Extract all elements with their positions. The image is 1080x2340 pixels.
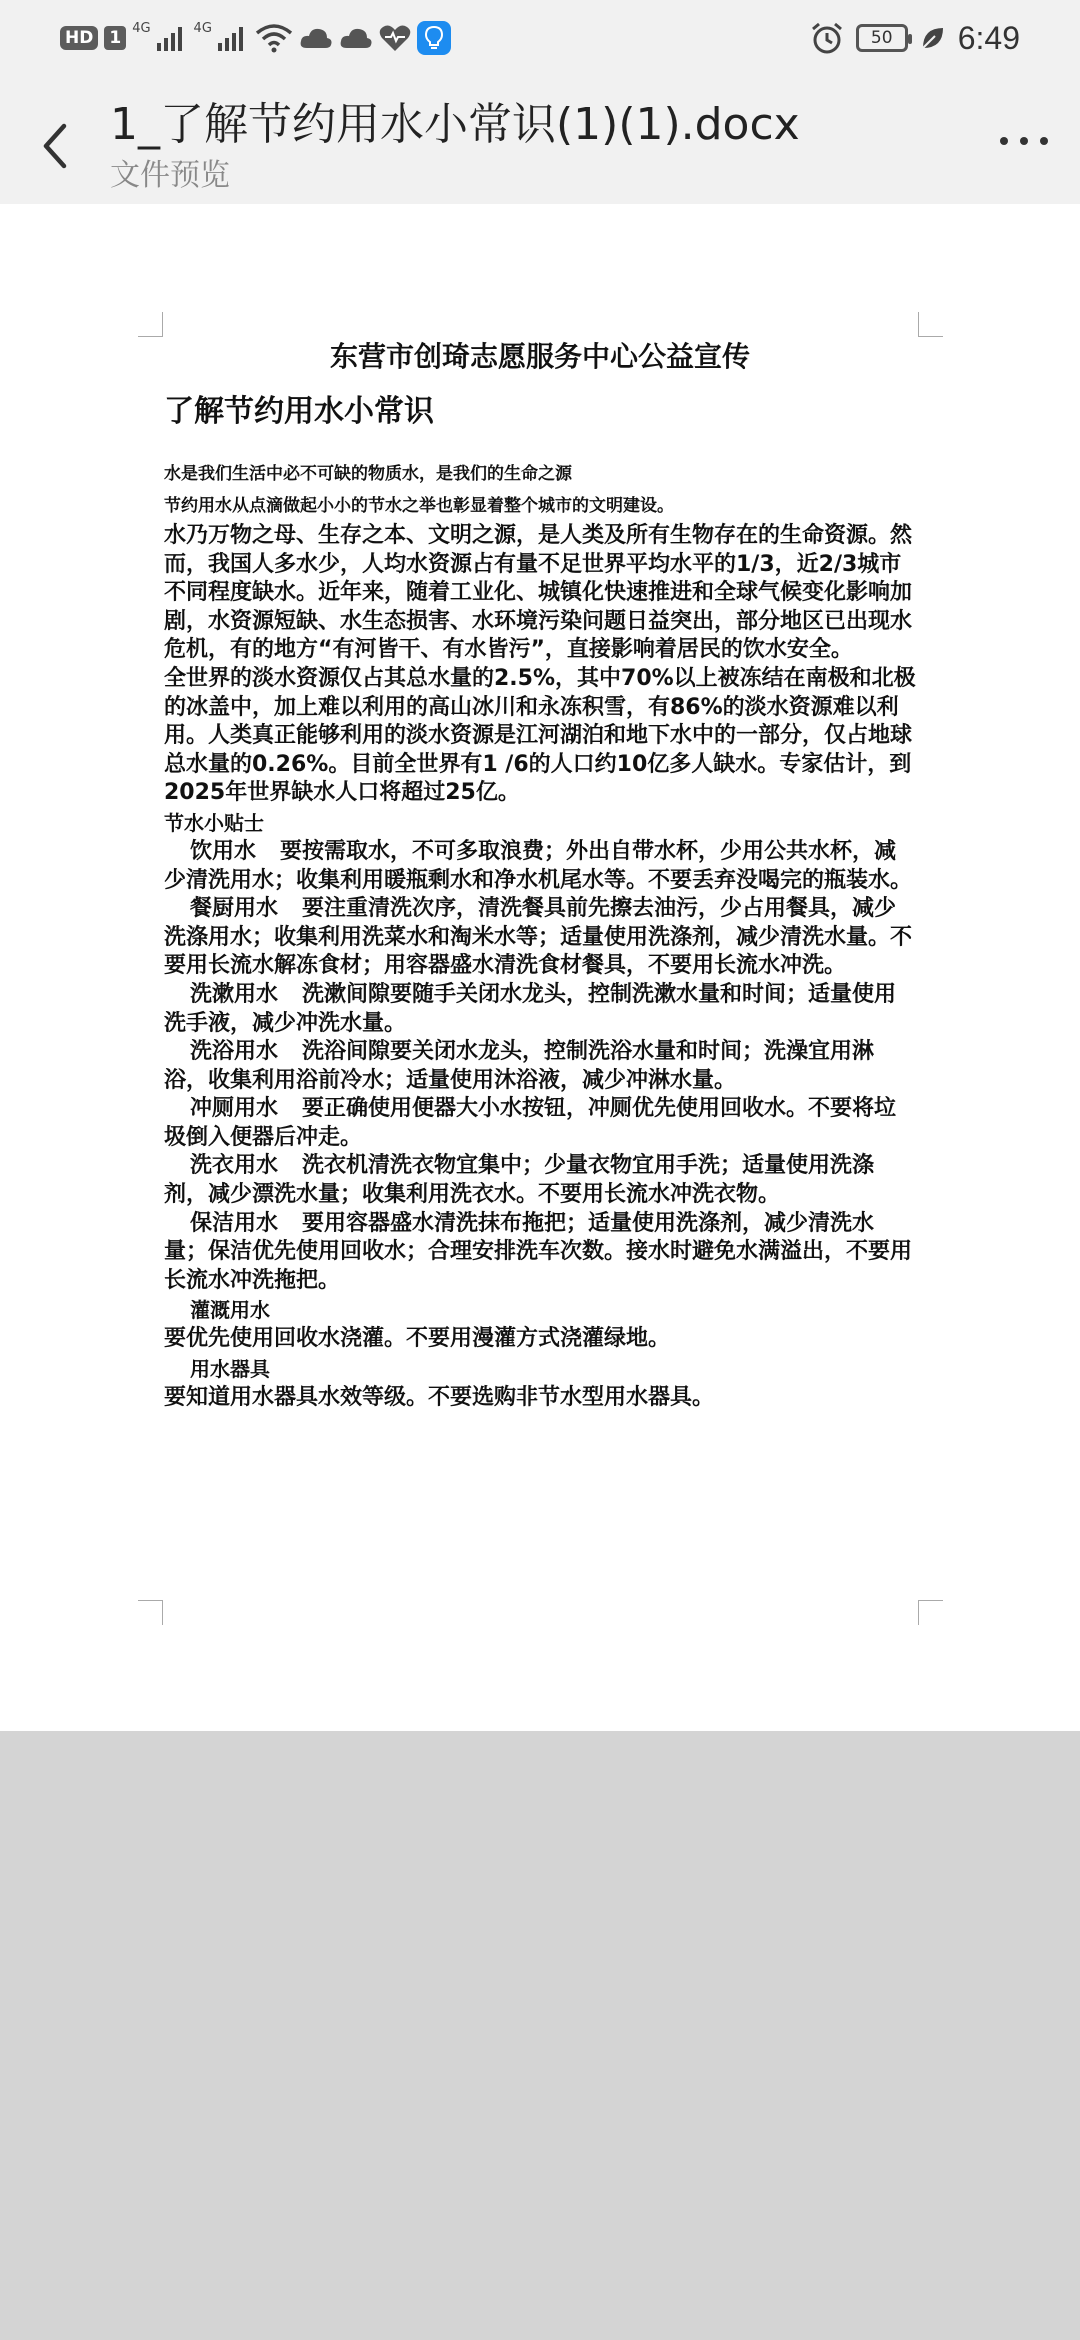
cloud-icon — [299, 26, 333, 50]
empty-area — [0, 1731, 1080, 2340]
leaf-icon — [920, 25, 946, 51]
tip-text: 要用容器盛水清洗抹布拖把；适量使用洗涤剂，减少清洗水量；保洁优先使用回收水；合理安排洗车次数。接水时避免水满溢出，不要用长流水冲洗拖把。 — [164, 1210, 913, 1293]
crop-mark-top-left — [138, 312, 163, 337]
more-options-button[interactable] — [994, 126, 1054, 156]
tip-item — [164, 1038, 916, 1095]
battery-indicator: 50 — [856, 24, 908, 52]
app-header — [0, 76, 1080, 204]
status-right — [810, 18, 1020, 58]
tip-label: 洗衣用水 — [190, 1153, 279, 1179]
document-preview[interactable] — [0, 204, 1080, 1731]
tip-text: 要按需取水，不可多取浪费；外出自带水杯，少用公共水杯，减少清洗用水；收集利用暖瓶剩水和净水机尾水等。不要丢弃没喝完的瓶装水。 — [164, 838, 913, 893]
tip-item — [164, 1152, 916, 1209]
tip-text: 洗浴间隙要关闭水龙头，控制洗浴水量和时间；洗澡宜用淋浴，收集利用浴前冷水；适量使用沐浴液，减少冲淋水量。 — [164, 1039, 875, 1093]
tip-item — [164, 838, 916, 895]
crop-mark-bottom-right — [918, 1600, 943, 1625]
tip-label: 保洁用水 — [190, 1210, 279, 1236]
intro-line: 水是我们生活中必不可缺的物质水，是我们的生命之源 — [164, 464, 572, 484]
crop-mark-top-right — [918, 312, 943, 337]
signal-icon-2 — [218, 25, 243, 51]
lightbulb-icon — [417, 21, 451, 55]
tip-item — [164, 981, 916, 1038]
status-bar — [0, 0, 1080, 76]
tip-label: 餐厨用水 — [190, 896, 279, 922]
tip-label: 洗漱用水 — [190, 981, 279, 1007]
document-heading: 东营市创琦志愿服务中心公益宣传 — [329, 340, 750, 373]
irrigation-label: 灌溉用水 — [190, 1298, 270, 1323]
signal-icon — [157, 25, 182, 51]
intro-line: 节约用水从点滴做起小小的节水之举也彰显着整个城市的文明建设。 — [164, 496, 674, 516]
appliance-text: 要知道用水器具水效等级。不要选购非节水型用水器具。 — [164, 1385, 715, 1411]
tip-item — [164, 1210, 916, 1296]
tip-label: 饮用水 — [190, 838, 257, 864]
tips-title: 节水小贴士 — [164, 810, 264, 835]
crop-mark-bottom-left — [138, 1600, 163, 1625]
tip-text: 要注重清洗次序，清洗餐具前先擦去油污，少占用餐具，减少洗涤用水；收集利用洗菜水和淘米水等；适量使用洗涤剂，减少清洗水量。不要用长流水解冻食材；用容器盛水清洗食材餐具，不要用长流水冲洗。 — [164, 896, 913, 979]
tip-text: 洗衣机清洗衣物宜集中；少量衣物宜用手洗；适量使用洗涤剂，减少漂洗水量；收集利用洗衣水。不要用长流水冲洗衣物。 — [164, 1153, 875, 1208]
document-content — [164, 332, 916, 1413]
tip-label: 洗浴用水 — [190, 1039, 279, 1065]
heart-rate-icon — [379, 24, 411, 52]
document-title: 了解节约用水小常识 — [164, 394, 434, 429]
file-title: 1_了解节约用水小常识(1)(1).docx — [110, 99, 800, 150]
tip-text: 洗漱间隙要随手关闭水龙头，控制洗漱水量和时间；适量使用洗手液，减少冲洗水量。 — [164, 981, 897, 1036]
irrigation-text: 要优先使用回收水浇灌。不要用漫灌方式浇灌绿地。 — [164, 1326, 671, 1352]
clock: 6:49 — [957, 19, 1020, 56]
sim-badge: 1 — [104, 26, 126, 50]
body-paragraph: 全世界的淡水资源仅占其总水量的2.5%，其中70%以上被冻结在南极和北极的冰盖中，加上难以利用的高山冰川和永冻积雪，有86%的淡水资源难以利用。人类真正能够利用的淡水资源是江河湖泊和地下水中的一部分，仅占地球总水量的0.26%。目前全世界有1 /6的人口约10亿多人缺水。专家估计，到2025年世界缺水人口将超过25亿。 — [164, 665, 916, 806]
tip-item — [164, 1095, 916, 1152]
tip-label: 冲厕用水 — [190, 1096, 279, 1122]
alarm-icon — [810, 21, 844, 55]
file-subtitle: 文件预览 — [110, 158, 230, 193]
tip-text: 要正确使用便器大小水按钮，冲厕优先使用回收水。不要将垃圾倒入便器后冲走。 — [164, 1096, 897, 1150]
status-left — [60, 18, 451, 58]
network-type-1: 4G — [132, 20, 151, 36]
hd-badge: HD — [60, 26, 98, 50]
tip-item — [164, 895, 916, 981]
body-paragraph: 水乃万物之母、生存之本、文明之源，是人类及所有生物存在的生命资源。然而，我国人多水少，人均水资源占有量不足世界平均水平的1/3，近2/3城市不同程度缺水。近年来，随着工业化、城镇化快速推进和全球气候变化影响加剧，水资源短缺、水生态损害、水环境污染问题日益突出，部分地区已出现水危机，有的地方“有河皆干、有水皆污”，直接影响着居民的饮水安全。 — [164, 523, 913, 663]
appliance-label: 用水器具 — [190, 1357, 270, 1382]
cloud-icon-2 — [339, 26, 373, 50]
wifi-icon — [255, 23, 293, 53]
back-button[interactable] — [30, 106, 80, 186]
network-type-2: 4G — [193, 20, 212, 36]
